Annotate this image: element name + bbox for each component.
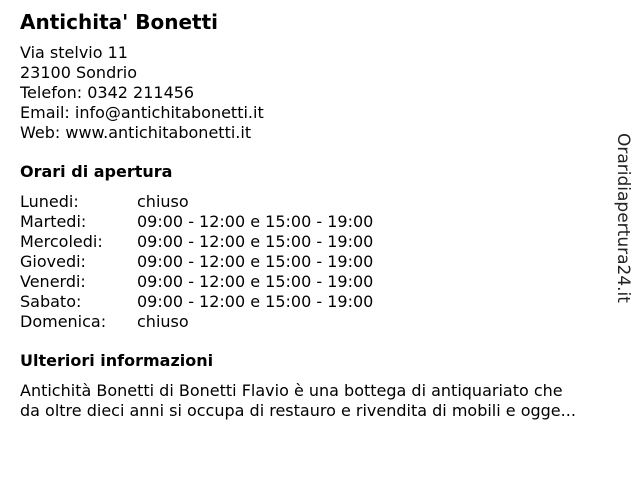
day-label: Domenica: — [20, 312, 107, 331]
day-hours: 09:00 - 12:00 e 15:00 - 19:00 — [137, 292, 374, 311]
phone-line: Telefon: 0342 211456 — [20, 83, 195, 102]
site-brand-vertical: Oraridiapertura24.it — [613, 133, 633, 303]
day-hours: 09:00 - 12:00 e 15:00 - 19:00 — [137, 232, 374, 251]
day-label: Venerdi: — [20, 272, 86, 291]
more-info-line-1: Antichità Bonetti di Bonetti Flavio è una bottega di antiquariato che — [20, 381, 563, 400]
day-hours: chiuso — [137, 192, 189, 211]
more-info-heading: Ulteriori informazioni — [20, 351, 214, 370]
more-info-line-2: da oltre dieci anni si occupa di restauro e rivendita di mobili e ogge... — [20, 401, 576, 420]
hours-row-monday — [20, 192, 610, 212]
hours-row-wednesday — [20, 232, 610, 252]
business-card — [20, 10, 610, 421]
day-label: Giovedi: — [20, 252, 86, 271]
business-name: Antichita' Bonetti — [20, 10, 218, 34]
day-label: Lunedi: — [20, 192, 79, 211]
day-label: Martedi: — [20, 212, 87, 231]
more-info-text — [20, 381, 625, 421]
hours-row-tuesday — [20, 212, 610, 232]
hours-row-thursday — [20, 252, 610, 272]
day-hours: chiuso — [137, 312, 189, 331]
day-label: Sabato: — [20, 292, 82, 311]
hours-row-saturday — [20, 292, 610, 312]
hours-row-sunday — [20, 312, 610, 332]
address-city: 23100 Sondrio — [20, 63, 138, 82]
day-hours: 09:00 - 12:00 e 15:00 - 19:00 — [137, 212, 374, 231]
opening-hours-table — [20, 192, 610, 332]
day-hours: 09:00 - 12:00 e 15:00 - 19:00 — [137, 272, 374, 291]
email-line: Email: info@antichitabonetti.it — [20, 103, 264, 122]
day-hours: 09:00 - 12:00 e 15:00 - 19:00 — [137, 252, 374, 271]
hours-row-friday — [20, 272, 610, 292]
web-line: Web: www.antichitabonetti.it — [20, 123, 252, 142]
contact-block — [20, 43, 610, 143]
day-label: Mercoledi: — [20, 232, 103, 251]
address-street: Via stelvio 11 — [20, 43, 128, 62]
opening-hours-heading: Orari di apertura — [20, 162, 173, 181]
